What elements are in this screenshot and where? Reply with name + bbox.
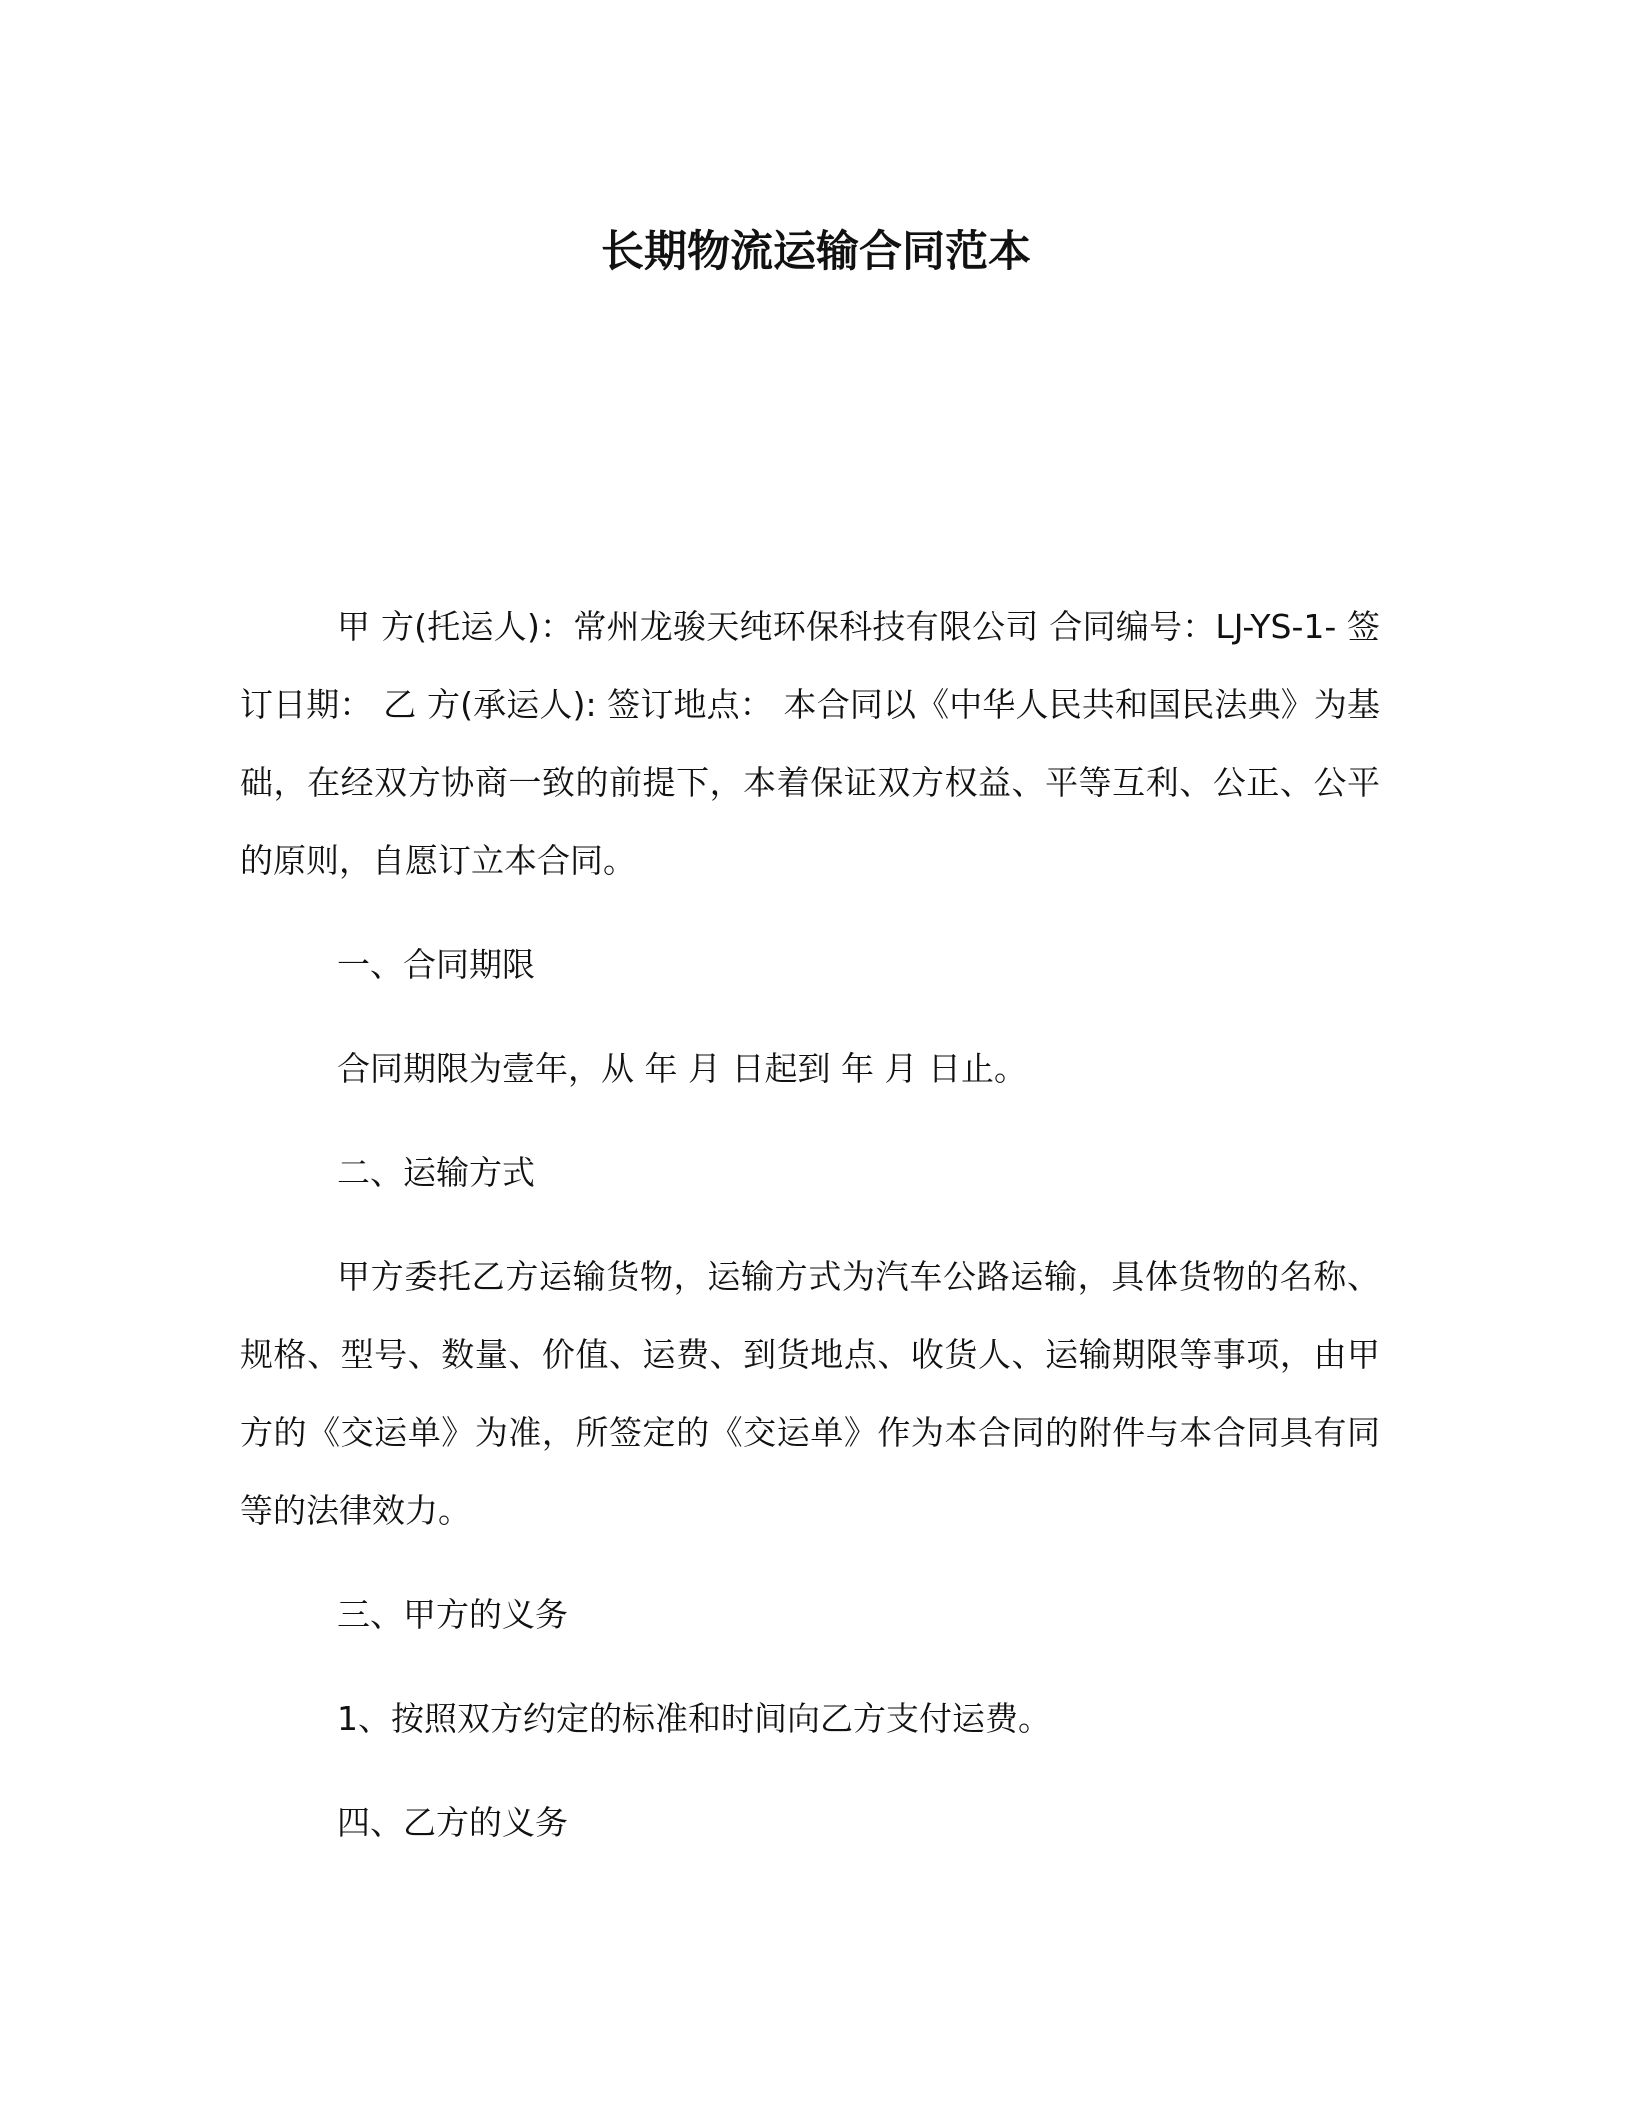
document-body xyxy=(240,588,1380,1862)
section-heading-party-b-duties: 四、乙方的义务 xyxy=(337,1803,568,1842)
section-content-party-a-duties: 1、按照双方约定的标准和时间向乙方支付运费。 xyxy=(337,1699,1051,1738)
document-title: 长期物流运输合同范本 xyxy=(601,227,1031,277)
section-heading-term: 一、合同期限 xyxy=(337,945,535,984)
section-heading-transport: 二、运输方式 xyxy=(337,1153,535,1192)
section-content-transport: 甲方委托乙方运输货物，运输方式为汽车公路运输，具体货物的名称、规格、型号、数量、价值、运费、到货地点、收货人、运输期限等事项，由甲方的《交运单》为准，所签定的《交运单》作为本合同的附件与本合同具有同等的法律效力。 xyxy=(240,1257,1380,1530)
section-content-term: 合同期限为壹年，从 年 月 日起到 年 月 日止。 xyxy=(337,1049,1027,1088)
section-heading-party-a-duties: 三、甲方的义务 xyxy=(337,1595,568,1634)
intro-paragraph: 甲 方(托运人)：常州龙骏天纯环保科技有限公司 合同编号：LJ-YS-1- 签订日期： 乙 方(承运人): 签订地点： 本合同以《中华人民共和国民法典》为基础，在经双方协商一致的前提下，本着保证双方权益、平等互利、公正、公平的原则，自愿订立本合同。 xyxy=(240,607,1380,880)
